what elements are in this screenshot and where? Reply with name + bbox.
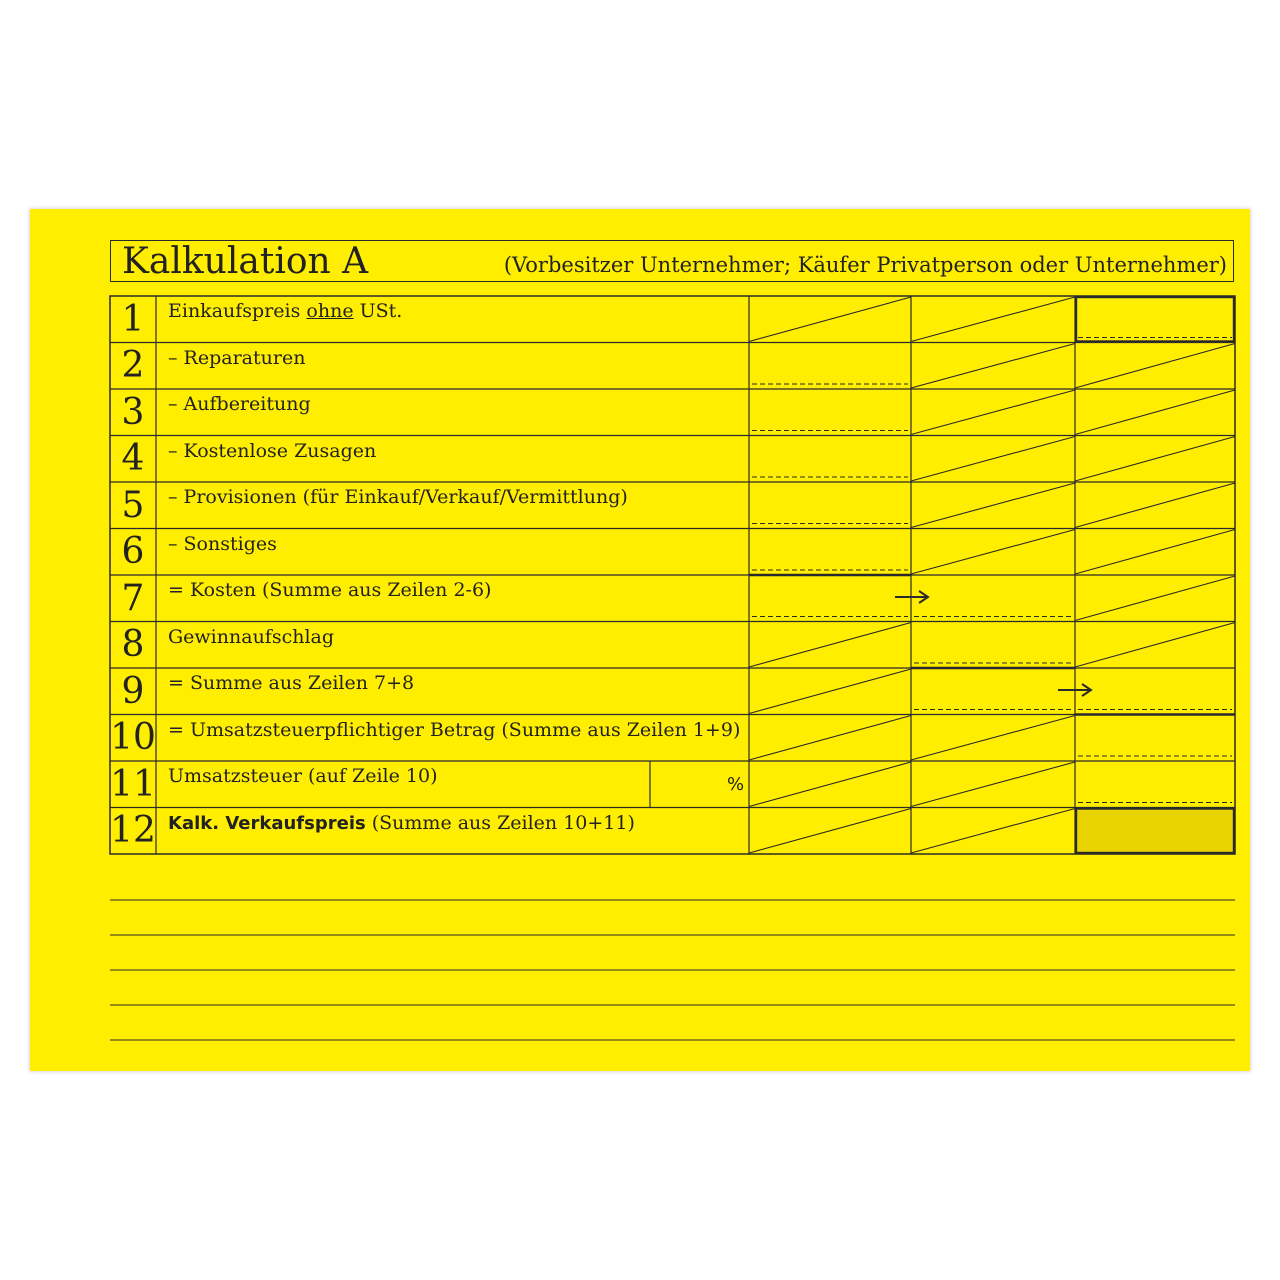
input-vat-rate[interactable]	[651, 761, 748, 805]
diagonal-strike	[749, 762, 911, 807]
carry-arrow-icon	[919, 591, 928, 603]
input-row-3-col-1[interactable]	[750, 389, 910, 433]
row-number-5: 5	[121, 485, 145, 526]
diagonal-strike	[911, 809, 1075, 854]
percent-sign: %	[727, 774, 745, 795]
row-number-9: 9	[121, 671, 145, 712]
row-number-8: 8	[121, 624, 145, 665]
row-label-6: – Sonstiges	[168, 533, 277, 555]
input-row-2-col-1[interactable]	[750, 343, 910, 387]
form-subtitle: (Vorbesitzer Unternehmer; Käufer Privatperson oder Unternehmer)	[503, 253, 1227, 277]
input-row-7-col-1[interactable]	[750, 575, 910, 619]
diagonal-strike	[1075, 576, 1235, 621]
row-number-10: 10	[110, 717, 156, 758]
diagonal-strike	[911, 344, 1075, 389]
row-number-2: 2	[121, 345, 145, 386]
row-number-3: 3	[121, 392, 145, 433]
row-label-10: = Umsatzsteuerpflichtiger Betrag (Summe aus Zeilen 1+9)	[168, 719, 741, 741]
row-label-5: – Provisionen (für Einkauf/Verkauf/Vermittlung)	[168, 486, 628, 508]
diagonal-strike	[749, 297, 911, 342]
row-number-7: 7	[121, 578, 145, 619]
row-label-7: = Kosten (Summe aus Zeilen 2-6)	[168, 579, 492, 601]
input-row-1-col-3[interactable]	[1076, 297, 1233, 341]
input-row-4-col-1[interactable]	[750, 436, 910, 480]
row-number-6: 6	[121, 531, 145, 572]
diagonal-strike	[911, 530, 1075, 575]
input-row-10-col-3[interactable]	[1076, 715, 1233, 759]
row-label-8: Gewinnaufschlag	[168, 626, 335, 648]
row-label-9: = Summe aus Zeilen 7+8	[168, 672, 415, 694]
input-row-12-col-3[interactable]	[1076, 808, 1233, 852]
input-row-11-col-3[interactable]	[1076, 761, 1233, 805]
diagonal-strike	[1075, 390, 1235, 435]
emphasis-ohne: ohne	[306, 300, 354, 322]
input-row-5-col-1[interactable]	[750, 482, 910, 526]
diagonal-strike	[749, 716, 911, 761]
diagonal-strike	[911, 297, 1075, 342]
diagonal-strike	[1075, 530, 1235, 575]
diagonal-strike	[1075, 483, 1235, 528]
row-label-1: Einkaufspreis ohne USt.	[168, 300, 403, 322]
diagonal-strike	[749, 623, 911, 668]
form-title: Kalkulation A	[122, 241, 369, 282]
diagonal-strike	[1075, 623, 1235, 668]
carry-arrow-icon	[1082, 684, 1091, 696]
input-row-8-col-2[interactable]	[913, 622, 1073, 666]
input-row-9-col-2[interactable]	[913, 668, 1073, 712]
row-label-3: – Aufbereitung	[168, 393, 311, 415]
row-number-11: 11	[110, 764, 156, 805]
row-label-11: Umsatzsteuer (auf Zeile 10)	[168, 765, 438, 787]
diagonal-strike	[749, 809, 911, 854]
row-number-4: 4	[121, 438, 145, 479]
diagonal-strike	[911, 437, 1075, 482]
row-label-2: – Reparaturen	[168, 347, 306, 369]
diagonal-strike	[911, 483, 1075, 528]
row-label-4: – Kostenlose Zusagen	[168, 440, 377, 462]
diagonal-strike	[749, 669, 911, 714]
diagonal-strike	[1075, 344, 1235, 389]
diagonal-strike	[911, 716, 1075, 761]
input-row-6-col-1[interactable]	[750, 529, 910, 573]
diagonal-strike	[1075, 437, 1235, 482]
calculation-card	[30, 209, 1250, 1071]
total-label-bold: Kalk. Verkaufspreis	[168, 813, 366, 834]
row-label-12: Kalk. Verkaufspreis (Summe aus Zeilen 10+11)	[168, 812, 635, 834]
row-number-1: 1	[121, 299, 145, 340]
diagonal-strike	[911, 390, 1075, 435]
diagonal-strike	[911, 762, 1075, 807]
title-box	[110, 240, 1234, 282]
row-number-12: 12	[110, 810, 156, 851]
